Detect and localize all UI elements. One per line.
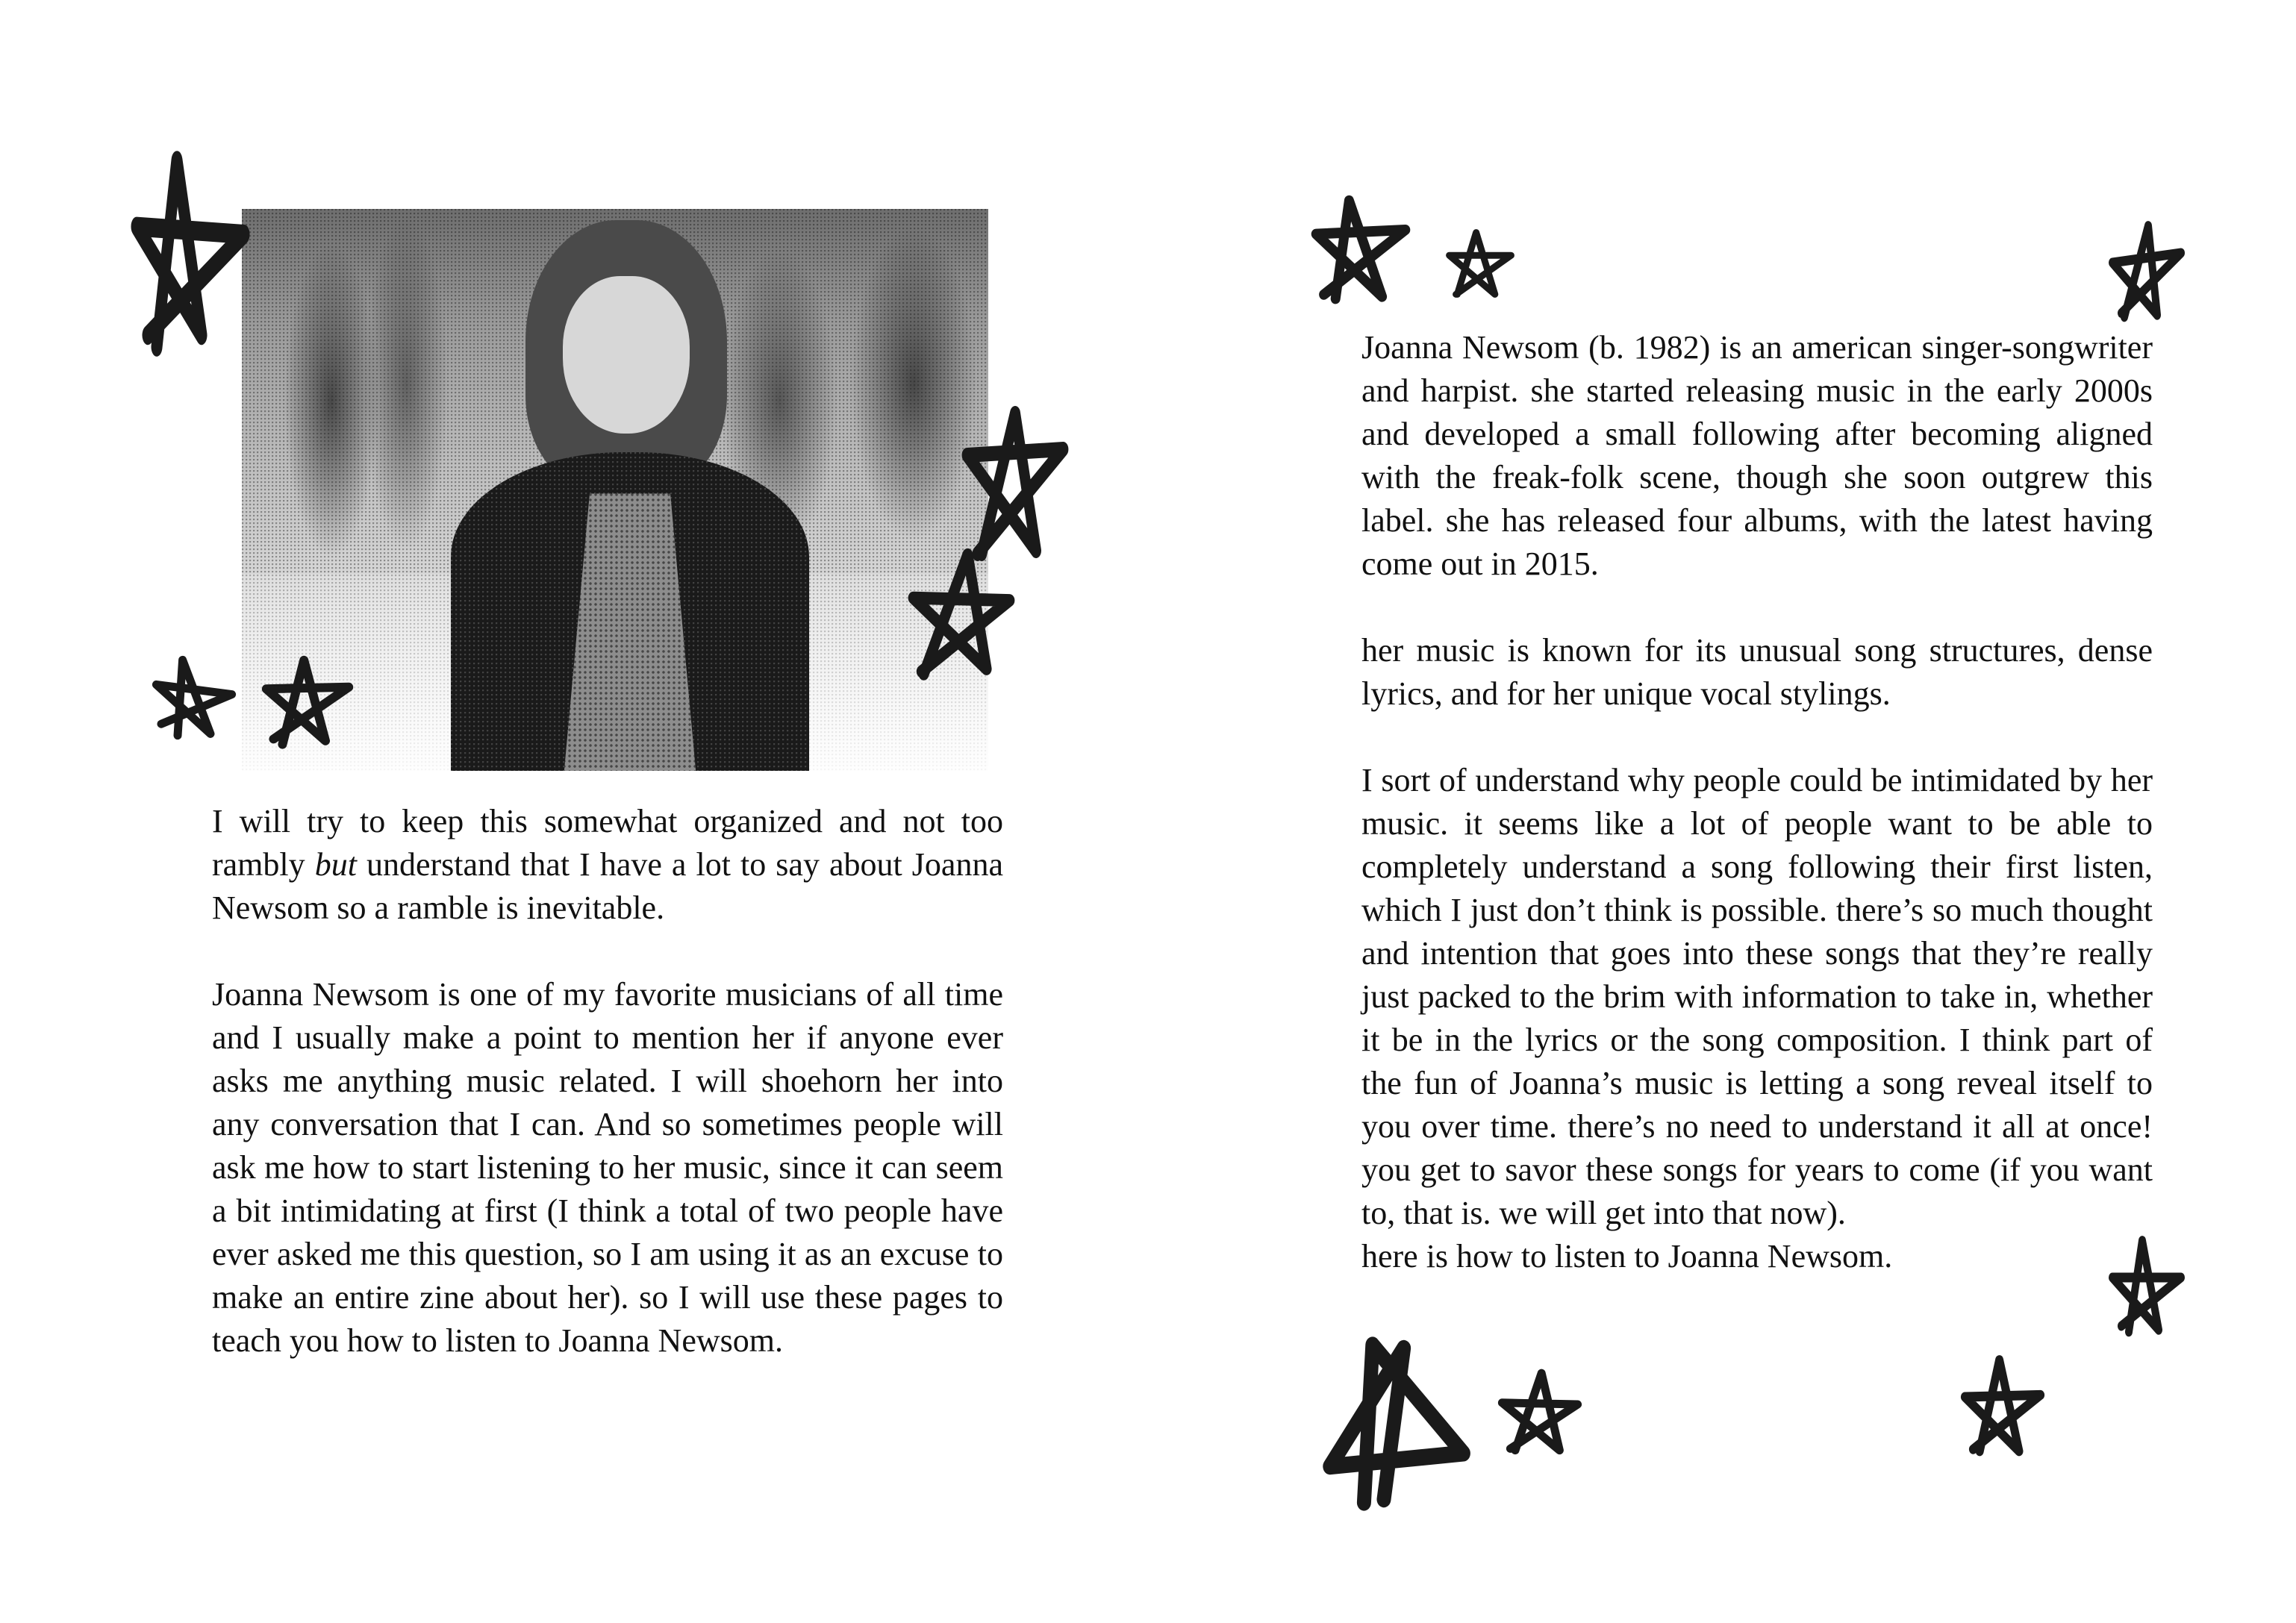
favorite-musician-paragraph: Joanna Newsom is one of my favorite musicians of all time and I usually make a point to mention her if anyone ever asks me anything music related. I will shoehorn her into any conversation that I can. And so sometimes people will ask me how to start listening to her music, since it can seem a bit intimidating at first (I think a total of two people have ever asked me this question, so I am using it as an excuse to make an entire zine about her). so I will use these pages to teach you how to listen to Joanna Newsom.	[212, 976, 1003, 1359]
music-style-paragraph: her music is known for its unusual song structures, dense lyrics, and for her unique vocal stylings.	[1361, 632, 2153, 712]
closing-line: here is how to listen to Joanna Newsom.	[1361, 1238, 1893, 1275]
star-icon	[2109, 1239, 2184, 1336]
intro-text-before: I will try to keep this somewhat organized and not too rambly	[212, 803, 1003, 883]
star-icon	[1312, 198, 1409, 303]
right-page	[1148, 0, 2296, 1623]
intro-emphasis: but	[314, 846, 357, 883]
star-icon	[1962, 1358, 2044, 1455]
star-icon	[263, 657, 352, 746]
left-body-text	[212, 800, 1003, 1363]
right-body-text	[1361, 326, 2153, 1278]
star-icon	[1499, 1372, 1581, 1454]
star-icon	[1447, 230, 1514, 297]
intro-text-after: understand that I have a lot to say about Joanna Newsom so a ramble is inevitable.	[212, 846, 1003, 926]
intro-paragraph	[212, 800, 1003, 930]
star-icon	[1327, 1342, 1469, 1506]
star-icon	[2109, 224, 2184, 321]
intimidation-text: I sort of understand why people could be intimidated by her music. it seems like a lot of people want to be able to completely understand a song following their first listen, which I just don’t think is possible. there’s so much thought and intention that goes into these songs that they’re really just packed to the brim with information to take in, whether it be in the lyrics or the song composition. I think part of the fun of Joanna’s music is letting a song reveal itself to you over time. there’s no need to understand it all at once! you get to savor these songs for years to come (if you want to, that is. we will get into that now).	[1361, 762, 2153, 1231]
bio-paragraph: Joanna Newsom (b. 1982) is an american singer-songwriter and harpist. she started releasing music in the early 2000s and developed a small following after becoming aligned with the freak-folk scene, though she soon outgrew this label. she has released four albums, with the latest having come out in 2015.	[1361, 329, 2153, 582]
photo-figure-face	[563, 276, 690, 434]
star-icon	[963, 410, 1067, 560]
portrait-photo	[242, 209, 988, 771]
star-icon	[909, 552, 1014, 679]
intimidation-paragraph	[1361, 759, 2153, 1278]
star-icon	[153, 657, 235, 739]
star-icon	[134, 157, 246, 351]
